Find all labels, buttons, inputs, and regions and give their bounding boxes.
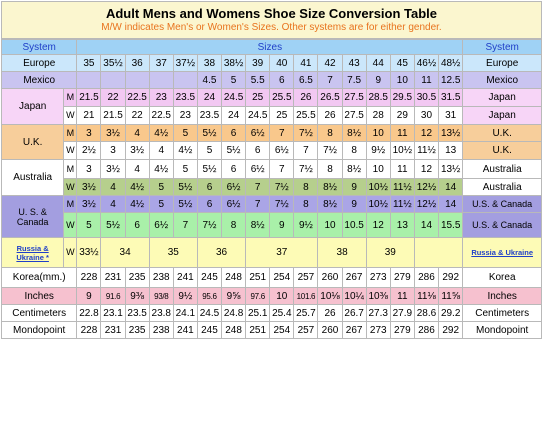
table-row <box>2 268 542 288</box>
size-cell: 254 <box>270 268 294 288</box>
table-row <box>2 55 542 72</box>
size-cell: 36 <box>125 55 149 72</box>
row-label-right: Centimeters <box>463 305 542 322</box>
size-cell: 238 <box>149 322 173 339</box>
size-cell <box>101 72 125 89</box>
size-cell: 27.9 <box>390 305 414 322</box>
size-cell: 248 <box>222 268 246 288</box>
size-cell: 23.5 <box>173 89 197 107</box>
row-label-right: U.S. & Canada <box>463 213 542 238</box>
size-cell: 46½ <box>414 55 438 72</box>
table-row <box>2 322 542 339</box>
size-cell: 26.5 <box>318 89 342 107</box>
size-cell: 245 <box>197 268 221 288</box>
size-cell: 6 <box>125 213 149 238</box>
size-cell: 267 <box>342 322 366 339</box>
size-cell: 4½ <box>149 125 173 142</box>
size-cell: 5 <box>149 179 173 196</box>
size-cell: 10½ <box>366 196 390 213</box>
size-cell: 260 <box>318 268 342 288</box>
size-cell: 3½ <box>77 179 101 196</box>
table-row <box>2 72 542 89</box>
size-cell: 6 <box>222 125 246 142</box>
size-cell: 4½ <box>125 179 149 196</box>
size-cell: 14 <box>414 213 438 238</box>
size-cell: 39 <box>246 55 270 72</box>
size-cell: 38 <box>318 238 366 268</box>
table-row <box>2 196 542 213</box>
table-row <box>2 238 542 268</box>
table-row <box>2 142 542 160</box>
size-cell: 8½ <box>318 179 342 196</box>
size-cell: 7½ <box>294 160 318 179</box>
size-cell: 12.5 <box>439 72 463 89</box>
size-cell: 8½ <box>318 196 342 213</box>
size-cell: 9 <box>342 179 366 196</box>
size-cell: 6.5 <box>294 72 318 89</box>
size-cell: 6 <box>222 160 246 179</box>
table-row <box>2 213 542 238</box>
size-cell: 40 <box>270 55 294 72</box>
size-cell: 9½ <box>294 213 318 238</box>
size-cell: 8 <box>294 196 318 213</box>
size-cell: 11½ <box>390 179 414 196</box>
row-label-right: Australia <box>463 160 542 179</box>
row-label: Centimeters <box>2 305 77 322</box>
size-cell: 10¼ <box>342 288 366 305</box>
header-system: System <box>2 40 77 55</box>
size-cell: 41 <box>294 55 318 72</box>
size-cell: 8 <box>222 213 246 238</box>
size-cell: 10 <box>390 72 414 89</box>
size-cell: 25.5 <box>270 89 294 107</box>
size-cell: 7 <box>270 125 294 142</box>
size-cell: 28.5 <box>366 89 390 107</box>
size-cell: 10 <box>270 288 294 305</box>
size-cell: 6 <box>270 72 294 89</box>
size-cell: 33½ <box>77 238 101 268</box>
size-cell: 37 <box>246 238 318 268</box>
size-cell: 35 <box>149 238 197 268</box>
size-cell: 273 <box>366 268 390 288</box>
row-label: Inches <box>2 288 77 305</box>
size-cell: 25.5 <box>294 107 318 125</box>
size-cell: 10½ <box>390 142 414 160</box>
size-cell: 7½ <box>318 142 342 160</box>
size-cell: 25 <box>246 89 270 107</box>
size-cell: 25 <box>270 107 294 125</box>
size-cell: 24.8 <box>222 305 246 322</box>
size-cell: 11½ <box>414 142 438 160</box>
size-cell: 8 <box>294 179 318 196</box>
size-cell: 10⅜ <box>366 288 390 305</box>
row-label-right: U.K. <box>463 125 542 142</box>
size-cell: 286 <box>414 322 438 339</box>
size-cell: 24 <box>222 107 246 125</box>
mw-indicator: M <box>64 89 77 107</box>
size-cell: 267 <box>342 268 366 288</box>
size-conversion-table <box>1 39 542 339</box>
row-label: Korea(mm.) <box>2 268 77 288</box>
size-cell: 35 <box>77 55 101 72</box>
size-cell: 245 <box>197 322 221 339</box>
mw-indicator: M <box>64 160 77 179</box>
size-cell: 11 <box>390 160 414 179</box>
size-cell: 9 <box>366 72 390 89</box>
size-cell: 23.5 <box>125 305 149 322</box>
size-cell: 31 <box>439 107 463 125</box>
table-row <box>2 40 542 55</box>
size-cell: 21.5 <box>101 107 125 125</box>
size-cell: 7 <box>173 213 197 238</box>
size-cell: 12 <box>366 213 390 238</box>
row-label: Mexico <box>2 72 77 89</box>
size-cell: 7½ <box>270 196 294 213</box>
size-cell: 8 <box>342 142 366 160</box>
size-cell: 292 <box>439 268 463 288</box>
size-cell: 9½ <box>173 288 197 305</box>
size-cell: 292 <box>439 322 463 339</box>
size-cell: 3½ <box>77 196 101 213</box>
size-cell: 4½ <box>125 196 149 213</box>
size-cell: 29 <box>390 107 414 125</box>
size-cell: 26 <box>318 107 342 125</box>
size-cell: 27.5 <box>342 107 366 125</box>
size-cell: 6½ <box>246 160 270 179</box>
size-cell: 22 <box>101 89 125 107</box>
size-cell: 37½ <box>173 55 197 72</box>
size-cell: 28.6 <box>414 305 438 322</box>
size-cell: 13 <box>390 213 414 238</box>
size-cell: 22 <box>125 107 149 125</box>
size-cell: 5 <box>77 213 101 238</box>
size-cell: 6½ <box>270 142 294 160</box>
size-cell: 25.7 <box>294 305 318 322</box>
size-cell: 38½ <box>222 55 246 72</box>
size-cell: 22.5 <box>149 107 173 125</box>
size-cell: 4½ <box>149 160 173 179</box>
size-cell: 5.5 <box>246 72 270 89</box>
size-cell: 231 <box>101 322 125 339</box>
size-cell: 5 <box>197 142 221 160</box>
size-cell: 5½ <box>222 142 246 160</box>
size-cell: 42 <box>318 55 342 72</box>
size-cell: 24 <box>197 89 221 107</box>
size-cell: 10⅛ <box>318 288 342 305</box>
size-cell: 3½ <box>101 125 125 142</box>
size-cell: 25.1 <box>246 305 270 322</box>
size-cell: 3½ <box>101 160 125 179</box>
mw-indicator: M <box>64 196 77 213</box>
size-cell: 7 <box>246 179 270 196</box>
size-cell: 27.5 <box>342 89 366 107</box>
header-system-right: System <box>463 40 542 55</box>
size-cell: 21 <box>77 107 101 125</box>
row-label-right[interactable]: Russia & Ukraine <box>463 238 542 268</box>
title-block <box>1 1 542 39</box>
size-cell: 7½ <box>270 179 294 196</box>
size-cell: 12½ <box>414 196 438 213</box>
size-cell: 4.5 <box>197 72 221 89</box>
size-cell: 9½ <box>366 142 390 160</box>
size-cell: 31.5 <box>439 89 463 107</box>
size-cell: 11 <box>414 72 438 89</box>
mw-indicator: M <box>64 125 77 142</box>
row-label: Europe <box>2 55 77 72</box>
size-cell: 15.5 <box>439 213 463 238</box>
size-cell: 26 <box>294 89 318 107</box>
size-cell: 11 <box>390 288 414 305</box>
size-cell: 23.1 <box>101 305 125 322</box>
size-cell: 39 <box>366 238 414 268</box>
size-cell: 29.2 <box>439 305 463 322</box>
size-cell: 8½ <box>342 125 366 142</box>
size-cell: 13½ <box>439 160 463 179</box>
size-cell: 4½ <box>173 142 197 160</box>
size-cell: 6½ <box>149 213 173 238</box>
size-cell: 11⅝ <box>439 288 463 305</box>
table-row <box>2 107 542 125</box>
row-label-right: Mexico <box>463 72 542 89</box>
size-cell: 241 <box>173 322 197 339</box>
size-cell: 30 <box>414 107 438 125</box>
size-cell: 7 <box>246 196 270 213</box>
size-cell: 10 <box>318 213 342 238</box>
size-cell: 6 <box>197 179 221 196</box>
size-cell: 9⅝ <box>222 288 246 305</box>
table-row <box>2 179 542 196</box>
size-cell: 14 <box>439 196 463 213</box>
header-sizes: Sizes <box>77 40 463 55</box>
row-label-right: Korea <box>463 268 542 288</box>
size-cell: 95.6 <box>197 288 221 305</box>
size-cell: 6 <box>197 196 221 213</box>
size-cell: 22.8 <box>77 305 101 322</box>
page-title: Adult Mens and Womens Shoe Size Conversion Table <box>105 6 438 21</box>
size-cell: 241 <box>173 268 197 288</box>
size-cell: 7 <box>270 160 294 179</box>
size-cell: 36 <box>197 238 245 268</box>
size-cell: 4 <box>125 160 149 179</box>
size-cell: 257 <box>294 322 318 339</box>
size-cell: 7 <box>318 72 342 89</box>
size-cell: 44 <box>366 55 390 72</box>
size-cell: 254 <box>270 322 294 339</box>
size-cell: 24.1 <box>173 305 197 322</box>
russia-ukraine-link[interactable]: Russia & Ukraine * <box>2 238 64 268</box>
size-cell: 279 <box>390 268 414 288</box>
size-cell: 11 <box>390 125 414 142</box>
row-label-right: Australia <box>463 179 542 196</box>
size-cell: 4 <box>125 125 149 142</box>
size-cell: 9 <box>342 196 366 213</box>
size-cell: 22.5 <box>125 89 149 107</box>
size-cell-empty <box>414 238 462 268</box>
mw-indicator: W <box>64 142 77 160</box>
size-cell: 11½ <box>390 196 414 213</box>
size-cell: 286 <box>414 268 438 288</box>
size-cell: 23 <box>149 89 173 107</box>
row-label-right: U.K. <box>463 142 542 160</box>
row-label: Japan <box>2 89 64 125</box>
size-cell: 13½ <box>439 125 463 142</box>
size-cell: 9 <box>77 288 101 305</box>
table-row <box>2 305 542 322</box>
size-cell: 260 <box>318 322 342 339</box>
size-cell: 6½ <box>222 196 246 213</box>
size-cell: 3 <box>77 160 101 179</box>
table-row <box>2 89 542 107</box>
conversion-table-page <box>1 1 542 339</box>
size-cell: 4 <box>149 142 173 160</box>
size-cell: 9 <box>270 213 294 238</box>
size-cell: 238 <box>149 268 173 288</box>
size-cell: 5 <box>222 72 246 89</box>
size-cell: 273 <box>366 322 390 339</box>
size-cell: 23 <box>173 107 197 125</box>
size-cell: 26 <box>318 305 342 322</box>
size-cell: 228 <box>77 268 101 288</box>
size-cell: 21.5 <box>77 89 101 107</box>
size-cell: 8½ <box>342 160 366 179</box>
size-cell: 11⅛ <box>414 288 438 305</box>
size-cell: 231 <box>101 268 125 288</box>
size-cell: 7½ <box>197 213 221 238</box>
size-cell: 35½ <box>101 55 125 72</box>
row-label-right: U.S. & Canada <box>463 196 542 213</box>
size-cell: 8½ <box>246 213 270 238</box>
row-label-right: Japan <box>463 89 542 107</box>
table-row <box>2 288 542 305</box>
size-cell: 25.4 <box>270 305 294 322</box>
size-cell: 6 <box>246 142 270 160</box>
row-label-right: Europe <box>463 55 542 72</box>
size-cell: 4 <box>101 196 125 213</box>
size-cell: 12½ <box>414 179 438 196</box>
size-cell: 93/8 <box>149 288 173 305</box>
size-cell: 228 <box>77 322 101 339</box>
size-cell: 24.5 <box>197 305 221 322</box>
size-cell: 13 <box>439 142 463 160</box>
size-cell: 7 <box>294 142 318 160</box>
row-label: U. S. & Canada <box>2 196 64 238</box>
mw-indicator: W <box>64 238 77 268</box>
size-cell: 26.7 <box>342 305 366 322</box>
size-cell: 37 <box>149 55 173 72</box>
size-cell: 7.5 <box>342 72 366 89</box>
size-cell: 251 <box>246 322 270 339</box>
size-cell <box>125 72 149 89</box>
size-cell: 10.5 <box>342 213 366 238</box>
size-cell: 28 <box>366 107 390 125</box>
size-cell: 6½ <box>246 125 270 142</box>
size-cell: 6½ <box>222 179 246 196</box>
size-cell: 235 <box>125 322 149 339</box>
size-cell: 12 <box>414 125 438 142</box>
size-cell: 3 <box>77 125 101 142</box>
size-cell: 5 <box>149 196 173 213</box>
size-cell: 97.6 <box>246 288 270 305</box>
size-cell: 279 <box>390 322 414 339</box>
size-cell: 251 <box>246 268 270 288</box>
row-label-right: Japan <box>463 107 542 125</box>
size-cell: 5½ <box>173 196 197 213</box>
size-cell: 23.8 <box>149 305 173 322</box>
table-row <box>2 125 542 142</box>
size-cell: 3 <box>101 142 125 160</box>
size-cell: 12 <box>414 160 438 179</box>
size-cell: 5½ <box>173 179 197 196</box>
size-cell: 91.6 <box>101 288 125 305</box>
size-cell: 23.5 <box>197 107 221 125</box>
size-cell: 7½ <box>294 125 318 142</box>
mw-indicator: W <box>64 213 77 238</box>
size-cell: 8 <box>318 125 342 142</box>
size-cell: 5½ <box>197 125 221 142</box>
size-cell: 24.5 <box>222 89 246 107</box>
size-cell <box>173 72 197 89</box>
size-cell: 48½ <box>439 55 463 72</box>
page-subtitle: M/W indicates Men's or Women's Sizes. Other systems are for either gender. <box>101 22 442 33</box>
size-cell: 3½ <box>125 142 149 160</box>
mw-indicator: W <box>64 107 77 125</box>
size-cell: 9⅜ <box>125 288 149 305</box>
row-label-right: Mondopoint <box>463 322 542 339</box>
size-cell <box>77 72 101 89</box>
size-cell: 248 <box>222 322 246 339</box>
size-cell: 10 <box>366 125 390 142</box>
size-cell: 45 <box>390 55 414 72</box>
size-cell: 5½ <box>101 213 125 238</box>
row-label-right: Inches <box>463 288 542 305</box>
size-cell: 4 <box>101 179 125 196</box>
row-label: U.K. <box>2 125 64 160</box>
size-cell: 24.5 <box>246 107 270 125</box>
size-cell: 38 <box>197 55 221 72</box>
size-cell: 5 <box>173 160 197 179</box>
size-cell: 101.6 <box>294 288 318 305</box>
size-cell: 10 <box>366 160 390 179</box>
size-cell: 5 <box>173 125 197 142</box>
size-cell: 5½ <box>197 160 221 179</box>
table-row <box>2 160 542 179</box>
row-label: Australia <box>2 160 64 196</box>
size-cell: 27.3 <box>366 305 390 322</box>
size-cell: 235 <box>125 268 149 288</box>
size-cell: 34 <box>101 238 149 268</box>
size-cell <box>149 72 173 89</box>
size-cell: 29.5 <box>390 89 414 107</box>
size-cell: 14 <box>439 179 463 196</box>
size-cell: 43 <box>342 55 366 72</box>
row-label: Mondopoint <box>2 322 77 339</box>
size-cell: 257 <box>294 268 318 288</box>
size-cell: 8 <box>318 160 342 179</box>
size-cell: 30.5 <box>414 89 438 107</box>
size-cell: 2½ <box>77 142 101 160</box>
size-cell: 10½ <box>366 179 390 196</box>
mw-indicator: W <box>64 179 77 196</box>
